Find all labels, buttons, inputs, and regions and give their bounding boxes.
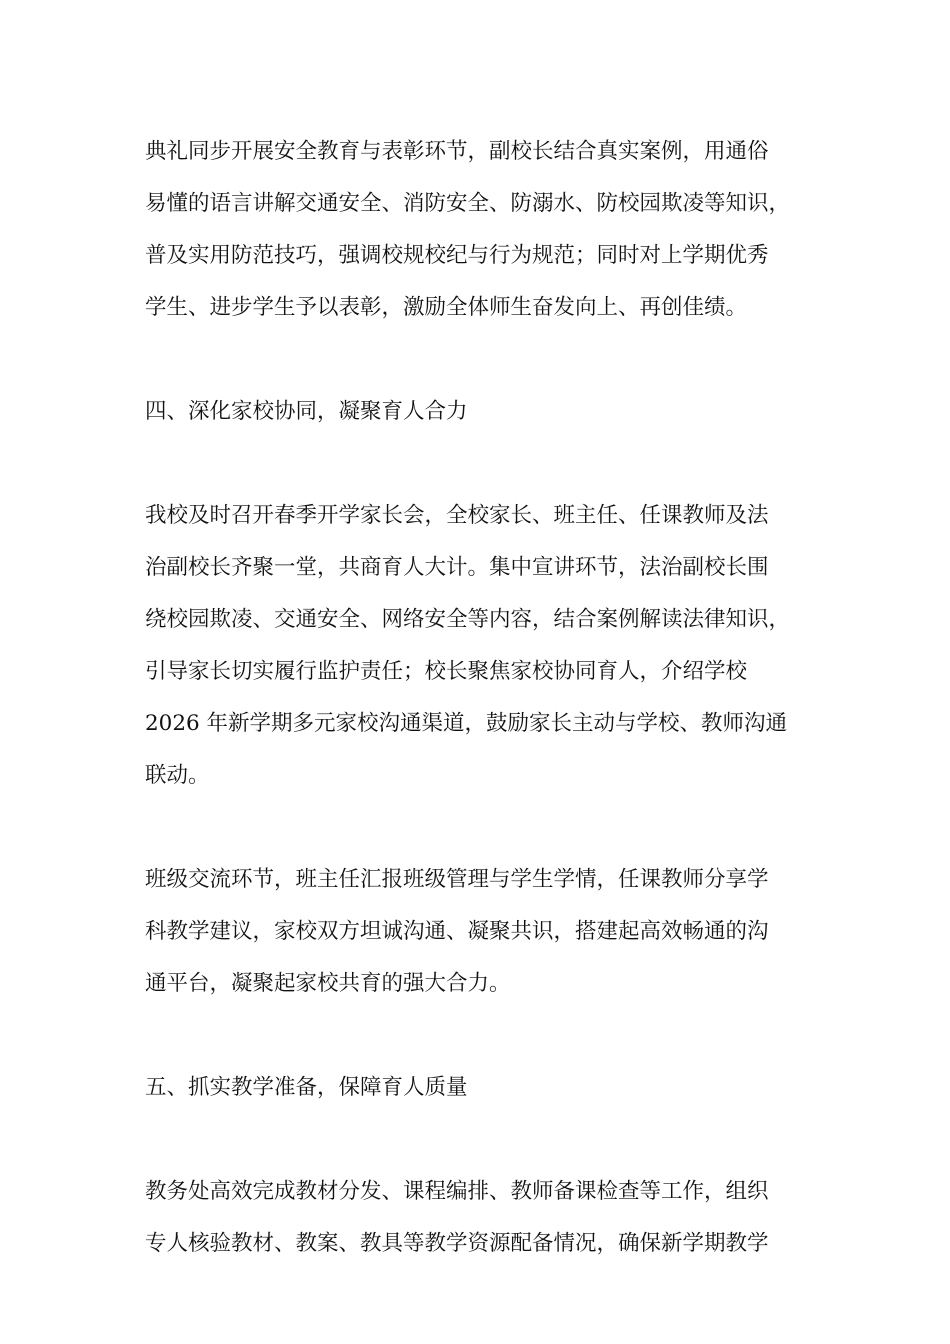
document-body — [145, 126, 825, 1322]
text-line: 科教学建议，家校双方坦诚沟通、凝聚共识，搭建起高效畅通的沟 — [145, 919, 769, 944]
text-line: 引导家长切实履行监护责任；校长聚焦家校协同育人，介绍学校 — [145, 659, 748, 684]
paragraph-teaching-prep — [145, 1166, 825, 1270]
text-line: 绕校园欺凌、交通安全、网络安全等内容，结合案例解读法律知识， — [145, 607, 791, 632]
section-heading-4 — [145, 386, 825, 438]
heading-text: 四、深化家校协同，凝聚育人合力 — [145, 399, 468, 424]
text-line: 联动。 — [145, 763, 210, 788]
paragraph-ceremony — [145, 126, 825, 334]
text-line: 我校及时召开春季开学家长会，全校家长、班主任、任课教师及法 — [145, 503, 769, 528]
text-line: 学生、进步学生予以表彰，激励全体师生奋发向上、再创佳绩。 — [145, 295, 748, 320]
heading-text: 五、抓实教学准备，保障育人质量 — [145, 1075, 468, 1100]
text-line: 典礼同步开展安全教育与表彰环节，副校长结合真实案例，用通俗 — [145, 139, 769, 164]
text-line: 教务处高效完成教材分发、课程编排、教师备课检查等工作，组织 — [145, 1179, 769, 1204]
text-line: 治副校长齐聚一堂，共商育人大计。集中宣讲环节，法治副校长围 — [145, 555, 769, 580]
text-line: 普及实用防范技巧，强调校规校纪与行为规范；同时对上学期优秀 — [145, 243, 769, 268]
section-heading-5 — [145, 1062, 825, 1114]
text-line: 班级交流环节，班主任汇报班级管理与学生学情，任课教师分享学 — [145, 867, 769, 892]
text-line: 易懂的语言讲解交通安全、消防安全、防溺水、防校园欺凌等知识， — [145, 191, 791, 216]
text-line: 2026 年新学期多元家校沟通渠道，鼓励家长主动与学校、教师沟通 — [145, 711, 788, 736]
text-line: 专人核验教材、教案、教具等教学资源配备情况，确保新学期教学 — [145, 1231, 769, 1256]
text-line: 通平台，凝聚起家校共育的强大合力。 — [145, 971, 511, 996]
paragraph-parent-meeting — [145, 490, 825, 802]
paragraph-class-exchange — [145, 854, 825, 1010]
